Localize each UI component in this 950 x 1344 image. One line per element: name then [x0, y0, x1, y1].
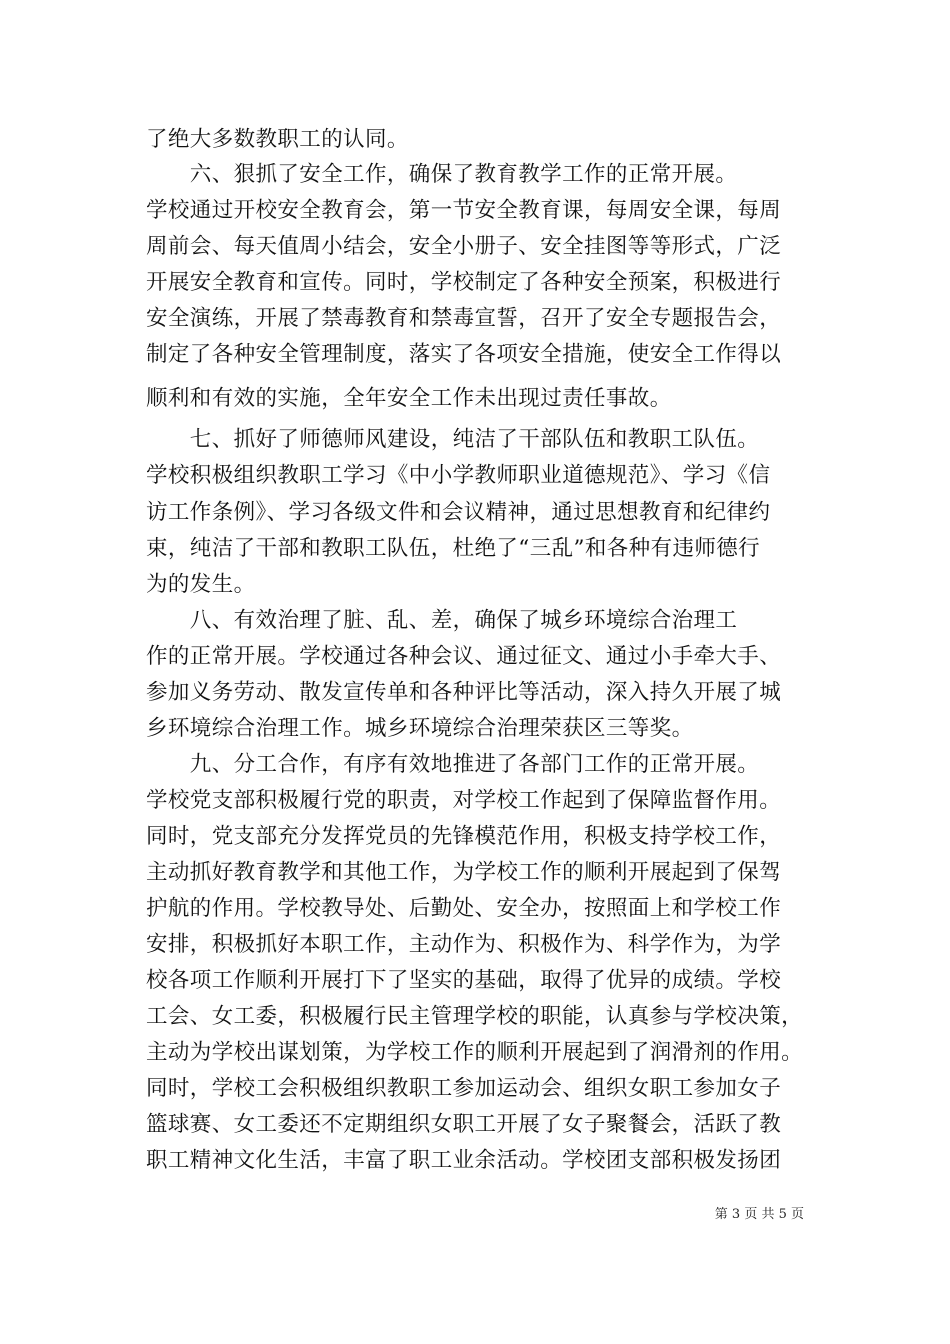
text-line: 工会、女工委，积极履行民主管理学校的职能，认真参与学校决策， — [146, 1004, 804, 1029]
text-line: 安排，积极抓好本职工作，主动作为、积极作为、科学作为，为学 — [146, 932, 782, 957]
text-line: 乡环境综合治理工作。城乡环境综合治理荣获区三等奖。 — [146, 716, 694, 741]
text-line: 同时，学校工会积极组织教职工参加运动会、组织女职工参加女子 — [146, 1076, 782, 1101]
text-line: 职工精神文化生活，丰富了职工业余活动。学校团支部积极发扬团 — [146, 1148, 782, 1173]
text-line: 护航的作用。学校教导处、后勤处、安全办，按照面上和学校工作 — [146, 896, 782, 921]
text-line: 六、狠抓了安全工作，确保了教育教学工作的正常开展。 — [146, 162, 738, 187]
text-line: 束，纯洁了干部和教职工队伍，杜绝了“三乱”和各种有违师德行 — [146, 536, 761, 561]
text-line: 为的发生。 — [146, 572, 256, 597]
text-line: 同时，党支部充分发挥党员的先锋模范作用，积极支持学校工作， — [146, 824, 782, 849]
text-line: 访工作条例》、学习各级文件和会议精神，通过思想教育和纪律约 — [146, 500, 771, 525]
text-line: 参加义务劳动、散发宣传单和各种评比等活动，深入持久开展了城 — [146, 680, 782, 705]
page-number-footer: 第 3 页 共 5 页 — [714, 1207, 804, 1222]
text-line: 九、分工合作，有序有效地推进了各部门工作的正常开展。 — [146, 752, 760, 777]
text-line: 学校积极组织教职工学习《中小学教师职业道德规范》、学习《信 — [146, 463, 771, 488]
text-line: 制定了各种安全管理制度，落实了各项安全措施，使安全工作得以 — [146, 342, 782, 367]
text-line: 安全演练，开展了禁毒教育和禁毒宣誓，召开了安全专题报告会， — [146, 306, 782, 331]
text-line: 周前会、每天值周小结会，安全小册子、安全挂图等等形式，广泛 — [146, 234, 782, 259]
text-line: 主动抓好教育教学和其他工作，为学校工作的顺利开展起到了保驾 — [146, 860, 782, 885]
text-line: 主动为学校出谋划策，为学校工作的顺利开展起到了润滑剂的作用。 — [146, 1040, 804, 1065]
text-line: 七、抓好了师德师风建设，纯洁了干部队伍和教职工队伍。 — [146, 427, 760, 452]
text-line: 学校通过开校安全教育会，第一节安全教育课，每周安全课，每周 — [146, 198, 782, 223]
text-line: 顺利和有效的实施，全年安全工作未出现过责任事故。 — [146, 386, 672, 411]
text-line: 学校党支部积极履行党的职责，对学校工作起到了保障监督作用。 — [146, 788, 782, 813]
text-line: 开展安全教育和宣传。同时，学校制定了各种安全预案，积极进行 — [146, 270, 782, 295]
text-line: 了绝大多数教职工的认同。 — [146, 127, 409, 152]
text-line: 校各项工作顺利开展打下了坚实的基础，取得了优异的成绩。学校 — [146, 968, 782, 993]
text-line: 作的正常开展。学校通过各种会议、通过征文、通过小手牵大手、 — [146, 644, 782, 669]
text-line: 八、有效治理了脏、乱、差，确保了城乡环境综合治理工 — [146, 608, 738, 633]
text-line: 篮球赛、女工委还不定期组织女职工开展了女子聚餐会，活跃了教 — [146, 1112, 782, 1137]
